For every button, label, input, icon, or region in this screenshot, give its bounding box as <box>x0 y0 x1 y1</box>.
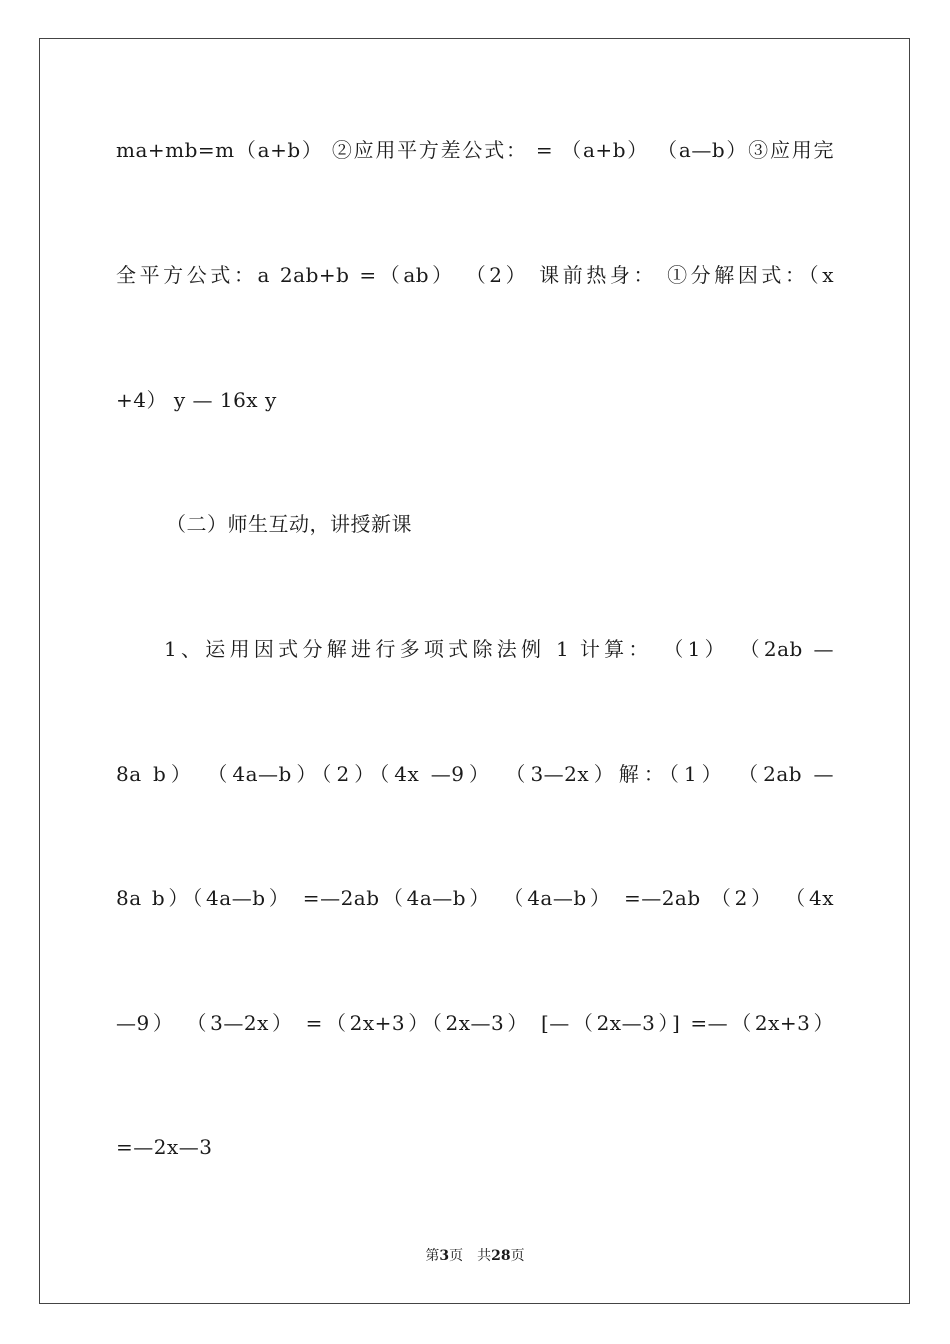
page-footer <box>0 1247 950 1265</box>
text-line-8: —9） （3—2x） =（2x+3）（2x—3） [—（2x—3）] =—（2x+3） <box>116 1011 834 1035</box>
page-frame <box>39 38 910 1304</box>
text-line-5: 1、运用因式分解进行多项式除法例 1 计算： （1） （2ab — <box>164 637 834 661</box>
footer-suffix: 页 <box>510 1248 525 1264</box>
text-line-1: ma+mb=m（a+b） ②应用平方差公式： = （a+b） （a—b）③应用完 <box>116 138 834 162</box>
section-heading: （二）师生互动，讲授新课 <box>166 512 412 536</box>
text-line-3: +4） y — 16x y <box>116 388 277 412</box>
footer-page-total: 28 <box>491 1248 511 1264</box>
footer-page-current: 3 <box>439 1248 450 1264</box>
text-line-6: 8a b） （4a—b）（2）（4x —9） （3—2x）解：（1） （2ab — <box>116 762 834 786</box>
text-line-2: 全平方公式：a 2ab+b =（ab） （2） 课前热身： ①分解因式：（x <box>116 263 834 287</box>
text-line-9: =—2x—3 <box>116 1135 213 1159</box>
text-line-7: 8a b）（4a—b） =—2ab（4a—b） （4a—b） =—2ab （2） （4x <box>116 886 834 910</box>
footer-prefix: 第 <box>425 1248 440 1264</box>
footer-mid: 页 共 <box>449 1248 492 1264</box>
